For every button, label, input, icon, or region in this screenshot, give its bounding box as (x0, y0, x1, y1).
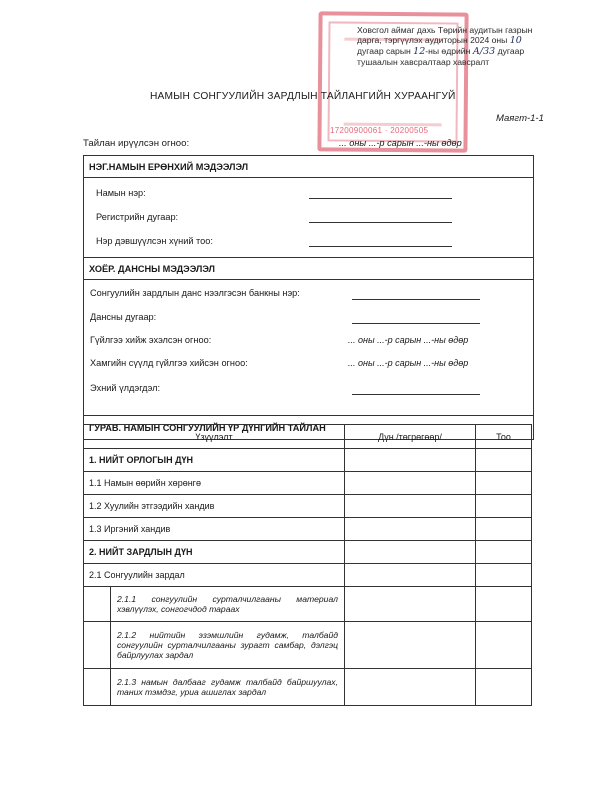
approval-line-2-text: дарга, тэргүүлэх аудиторын 2024 оны (357, 35, 508, 45)
row-label: 1. НИЙТ ОРЛОГЫН ДҮН (84, 449, 345, 472)
amount-cell[interactable] (345, 587, 476, 622)
column-header-indicator: Үзүүлэлт (84, 425, 345, 449)
row-label: 1.1 Намын өөрийн хөрөнгө (84, 472, 345, 495)
approval-line-4: тушаалын хавсралтаар хавсралт (357, 57, 490, 67)
section-3-heading: ГУРАВ. НАМЫН СОНГУУЛИЙН ҮР ДҮНГИЙН ТАЙЛАН (89, 423, 326, 433)
field-label: Намын нэр: (96, 188, 146, 198)
stamp-number: 17200900061 · 20200505 (330, 126, 429, 135)
count-cell[interactable] (476, 541, 532, 564)
count-cell[interactable] (476, 495, 532, 518)
table-row (84, 669, 532, 706)
approval-line-1: Ховсгол аймаг дахь Төрийн аудитын газрын (357, 25, 533, 35)
amount-cell[interactable] (345, 449, 476, 472)
column-header-count: Тоо (476, 425, 532, 449)
section-1-body (84, 178, 533, 258)
count-cell[interactable] (476, 564, 532, 587)
row-label: 2.1.2 нийтийн эзэмшлийн гудамж, талбайд сонгуулийн сурталчилгааны зурагт самбар, дэлгэц байрлуулах зардал (111, 622, 345, 669)
amount-cell[interactable] (345, 518, 476, 541)
approval-line-3-text-c: дугаар (497, 46, 525, 56)
form-code: Маягт-1-1 (496, 113, 544, 124)
row-label: 2. НИЙТ ЗАРДЛЫН ДҮН (84, 541, 345, 564)
approval-month-handwritten: 10 (509, 35, 522, 46)
approval-day-handwritten: 12 (413, 46, 426, 57)
form-sections (83, 155, 534, 440)
table-row (84, 564, 532, 587)
row-label: 2.1 Сонгуулийн зардал (84, 564, 345, 587)
section-2-heading: ХОЁР. ДАНСНЫ МЭДЭЭЛЭЛ (84, 258, 533, 280)
row-label: 1.2 Хуулийн этгээдийн хандив (84, 495, 345, 518)
field-label: Нэр дэвшүүлсэн хүний тоо: (96, 236, 213, 246)
opening-balance-input-line[interactable] (352, 394, 480, 395)
last-transaction-date-value[interactable]: ... оны ...-р сарын ...-ны өдөр (348, 358, 469, 368)
report-date-value: ... оны ...-р сарын ...-ны өдөр (339, 138, 462, 148)
document-title: НАМЫН СОНГУУЛИЙН ЗАРДЛЫН ТАЙЛАНГИЙН ХУРААНГУЙ (150, 91, 456, 102)
amount-cell[interactable] (345, 541, 476, 564)
indent-cell (84, 622, 111, 669)
count-cell[interactable] (476, 669, 532, 706)
section-1-heading: НЭГ.НАМЫН ЕРӨНХИЙ МЭДЭЭЛЭЛ (84, 156, 533, 178)
count-cell[interactable] (476, 472, 532, 495)
amount-cell[interactable] (345, 472, 476, 495)
first-transaction-date-value[interactable]: ... оны ...-р сарын ...-ны өдөр (348, 335, 469, 345)
field-label: Регистрийн дугаар: (96, 212, 179, 222)
nominee-count-input-line[interactable] (309, 246, 452, 247)
account-number-input-line[interactable] (352, 323, 480, 324)
row-label: 2.1.3 намын далбааг гудамж талбайд байршуулах, таних тэмдэг, уриа ашиглах зардал (111, 669, 345, 706)
registration-number-input-line[interactable] (309, 222, 452, 223)
approval-line-3-text-b: -ны өдрийн (425, 46, 471, 56)
table-row (84, 495, 532, 518)
table-row (84, 587, 532, 622)
field-label: Гүйлгээ хийж эхэлсэн огноо: (90, 335, 212, 345)
approval-line-3 (357, 46, 562, 57)
table-header-row (84, 425, 532, 449)
approval-line-3-text-a: дугаар сарын (357, 46, 411, 56)
table-row (84, 449, 532, 472)
count-cell[interactable] (476, 449, 532, 472)
party-name-input-line[interactable] (309, 198, 452, 199)
results-table (83, 424, 532, 706)
amount-cell[interactable] (345, 564, 476, 587)
report-date-label: Тайлан ирүүлсэн огноо: (83, 138, 190, 149)
indent-cell (84, 669, 111, 706)
amount-cell[interactable] (345, 669, 476, 706)
table-row (84, 472, 532, 495)
field-label: Хамгийн сүүлд гүйлгээ хийсэн огноо: (90, 358, 248, 368)
approval-number-handwritten: А/33 (472, 46, 496, 57)
bank-name-input-line[interactable] (352, 299, 480, 300)
indent-cell (84, 587, 111, 622)
field-label: Дансны дугаар: (90, 312, 157, 322)
count-cell[interactable] (476, 587, 532, 622)
row-label: 2.1.1 сонгуулийн сурталчилгааны материал хэвлүүлэх, сонгогчдод тараах (111, 587, 345, 622)
approval-note (357, 25, 562, 67)
amount-cell[interactable] (345, 622, 476, 669)
table-row (84, 541, 532, 564)
column-header-amount: Дүн /төгрөгөөр/ (345, 425, 476, 449)
table-row (84, 622, 532, 669)
amount-cell[interactable] (345, 495, 476, 518)
table-row (84, 518, 532, 541)
field-label: Сонгуулийн зардлын данс нээлгэсэн банкны нэр: (90, 288, 300, 298)
section-2-body (84, 280, 533, 416)
count-cell[interactable] (476, 518, 532, 541)
row-label: 1.3 Иргэний хандив (84, 518, 345, 541)
approval-line-2 (357, 35, 562, 46)
field-label: Эхний үлдэгдэл: (90, 383, 160, 393)
count-cell[interactable] (476, 622, 532, 669)
